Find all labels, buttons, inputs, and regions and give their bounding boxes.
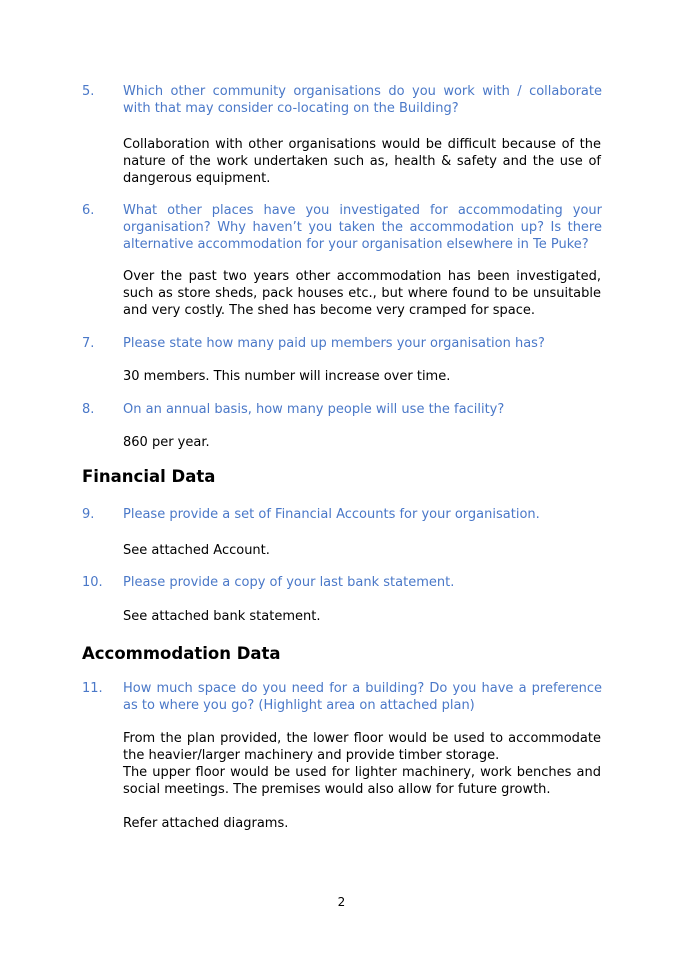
question-text: On an annual basis, how many people will use the facility? xyxy=(123,402,505,417)
question-11 xyxy=(82,680,602,714)
question-text: How much space do you need for a building? Do you have a preference as to where you go? (Highlight area on attached plan) xyxy=(123,681,602,713)
answer-7: 30 members. This number will increase over time. xyxy=(123,369,451,384)
question-text: Please state how many paid up members your organisation has? xyxy=(123,336,545,351)
question-8 xyxy=(82,401,602,418)
answer-11-paragraph-1: From the plan provided, the lower floor would be used to accommodate the heavier/larger machinery and provide timber storage. xyxy=(123,731,601,763)
question-number: 10. xyxy=(82,575,103,590)
question-9 xyxy=(82,506,602,523)
answer-6: Over the past two years other accommodation has been investigated, such as store sheds, pack houses etc., but where found to be unsuitable and very costly. The shed has become very cramped for space. xyxy=(123,269,601,318)
question-number: 9. xyxy=(82,507,95,522)
question-number: 8. xyxy=(82,402,95,417)
answer-11-paragraph-2: The upper floor would be used for lighter machinery, work benches and social meetings. The premises would also allow for future growth. xyxy=(123,765,601,797)
question-number: 5. xyxy=(82,84,95,99)
answer-10: See attached bank statement. xyxy=(123,609,321,624)
page-number: 2 xyxy=(337,895,346,909)
question-number: 7. xyxy=(82,336,95,351)
question-7 xyxy=(82,335,602,352)
heading-accommodation-data: Accommodation Data xyxy=(82,644,281,663)
answer-11-paragraph-3: Refer attached diagrams. xyxy=(123,816,289,831)
question-number: 11. xyxy=(82,681,103,696)
answer-5: Collaboration with other organisations would be difficult because of the nature of the work undertaken such as, health & safety and the use of dangerous equipment. xyxy=(123,137,601,186)
question-text: Please provide a set of Financial Accounts for your organisation. xyxy=(123,507,540,522)
question-number: 6. xyxy=(82,203,95,218)
question-10 xyxy=(82,574,602,591)
heading-financial-data: Financial Data xyxy=(82,467,216,486)
question-5 xyxy=(82,83,602,117)
question-text: Which other community organisations do you work with / collaborate with that may consider co-locating on the Building? xyxy=(123,84,602,116)
answer-8: 860 per year. xyxy=(123,435,210,450)
answer-9: See attached Account. xyxy=(123,543,270,558)
answer-11 xyxy=(123,730,601,832)
question-6 xyxy=(82,202,602,253)
question-text: Please provide a copy of your last bank statement. xyxy=(123,575,455,590)
question-text: What other places have you investigated for accommodating your organisation? Why haven’t you taken the accommodation up? Is there alternative accommodation for your organisation elsewhere in Te Puke? xyxy=(123,203,602,252)
